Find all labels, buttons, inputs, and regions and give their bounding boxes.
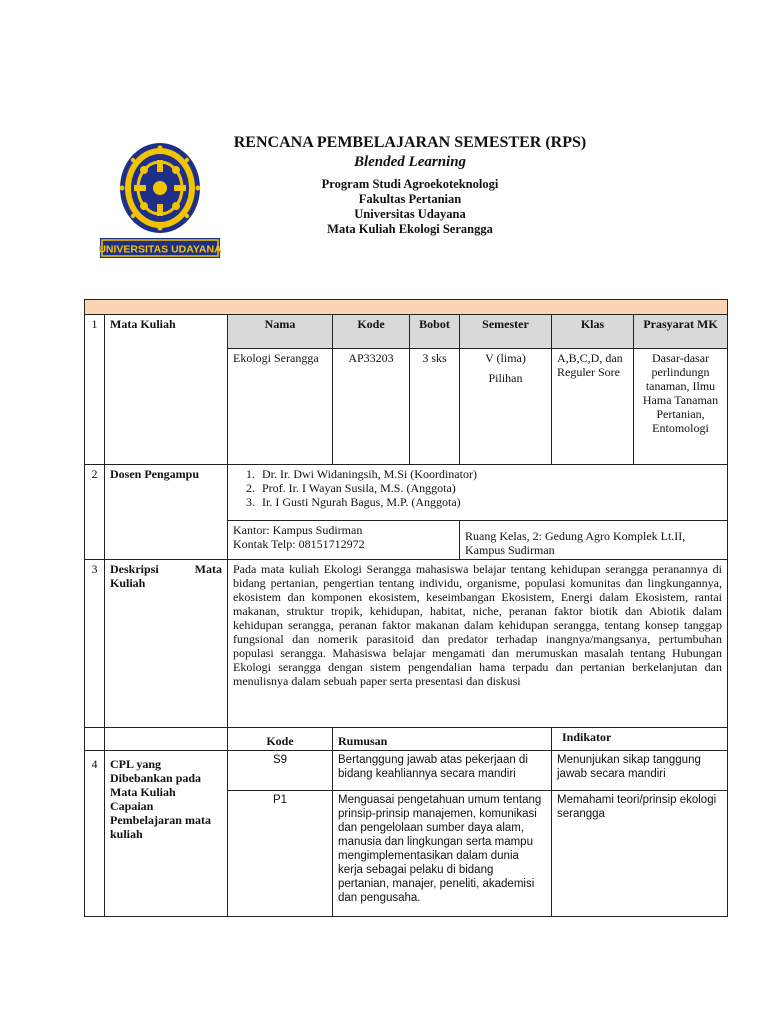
row-label-deskripsi: Deskripsi Mata Kuliah <box>105 560 228 728</box>
row-number: 3 <box>85 560 105 728</box>
document-subtitle: Blended Learning <box>353 154 467 170</box>
header-band <box>85 300 728 315</box>
office-contact-cell <box>228 521 460 560</box>
cpl-indicator: Memahami teori/prinsip ekologi serangga <box>552 791 728 917</box>
lecturer-list-cell <box>228 465 728 521</box>
row-label-mata-kuliah: Mata Kuliah <box>105 315 228 465</box>
rps-table <box>84 299 728 917</box>
row-number: 4 <box>85 751 105 917</box>
col-header-kode: Kode <box>333 315 410 349</box>
course-classes: A,B,C,D, dan Reguler Sore <box>552 349 634 465</box>
course-semester <box>460 349 552 465</box>
office-location: Kantor: Kampus Sudirman <box>233 523 363 537</box>
row-label-cpl: CPL yang Dibebankan pada Mata Kuliah Capaian Pembelajaran mata kuliah <box>105 751 228 917</box>
lecturer-item: 2. Prof. Ir. I Wayan Susila, M.S. (Anggota) <box>258 481 722 495</box>
col-header-rumusan: Rumusan <box>333 728 552 751</box>
semester-value: V (lima) <box>485 351 526 365</box>
col-header-indikator: Indikator <box>552 728 728 751</box>
course-line: Mata Kuliah Ekologi Serangga <box>327 222 493 236</box>
semester-note: Pilihan <box>488 371 523 385</box>
col-header-prasyarat: Prasyarat MK <box>634 315 728 349</box>
col-header-kode-cpl: Kode <box>228 728 333 751</box>
course-name: Ekologi Serangga <box>228 349 333 465</box>
document-title: RENCANA PEMBELAJARAN SEMESTER (RPS) <box>233 134 587 151</box>
col-header-klas: Klas <box>552 315 634 349</box>
faculty-name: Fakultas Pertanian <box>358 192 462 206</box>
col-header-nama: Nama <box>228 315 333 349</box>
logo-text: UNIVERSITAS UDAYANA <box>98 243 222 256</box>
cpl-indicator: Menunjukan sikap tanggung jawab secara mandiri <box>552 751 728 791</box>
row-number: 2 <box>85 465 105 560</box>
university-name: Universitas Udayana <box>354 207 466 221</box>
lecturer-item: 3. Ir. I Gusti Ngurah Bagus, M.P. (Anggota) <box>258 495 722 509</box>
row-label-dosen: Dosen Pengampu <box>105 465 228 560</box>
row-number: 1 <box>85 315 105 465</box>
col-header-semester: Semester <box>460 315 552 349</box>
course-code: AP33203 <box>333 349 410 465</box>
lecturer-item: 1. Dr. Ir. Dwi Widaningsih, M.Si (Koordinator) <box>258 467 722 481</box>
col-header-bobot: Bobot <box>410 315 460 349</box>
classroom-location: Ruang Kelas, 2: Gedung Agro Komplek Lt.II, Kampus Sudirman <box>460 521 728 560</box>
lecturer-list <box>233 467 722 509</box>
cpl-statement: Bertanggung jawab atas pekerjaan di bidang keahliannya secara mandiri <box>333 751 552 791</box>
cpl-code: P1 <box>228 791 333 917</box>
course-credits: 3 sks <box>410 349 460 465</box>
program-name: Program Studi Agroekoteknologi <box>321 177 499 191</box>
cpl-code: S9 <box>228 751 333 791</box>
course-prerequisites: Dasar-dasar perlindungn tanaman, Ilmu Hama Tanaman Pertanian, Entomologi <box>634 349 728 465</box>
course-description: Pada mata kuliah Ekologi Serangga mahasiswa belajar tentang kehidupan serangga peranannya di bidang pertanian, pengertian tentang individu, organisme, populasi komunitas dan lingkungannya, ekosistem dan komponen ekosistem, keseimbangan Ekosistem, Energi dalam Ekosistem, rantai makanan, struktur tropik, kehidupan, habitat, niche, peranan faktor biotik dan Abiotik dalam kehidupan serangga, peranan faktor makanan dalam kehidupan serangga, tentang konsep tanggap fungsional dan nomerik parasitoid dan predator terhadap inangnya/mangsanya, pertumbuhan populasi serangga. Mahasiswa belajar mengamati dan merumuskan masalah tentang Hubungan Ekologi serangga dengan sistem pengendalian hama terpadu dan pertanian berkelanjutan dan menulisnya dalam sebuah paper serta presentasi dan diskusi <box>228 560 728 728</box>
cpl-statement: Menguasai pengetahuan umum tentang prinsip-prinsip manajemen, komunikasi dan pengelolaan sumber daya alam, manusia dan lingkungan serta mampu mengimplementasikan dalam dunia kerja sebagai pelaku di bidang pertanian, manajer, peneliti, akademisi dan pengusaha. <box>333 791 552 917</box>
contact-phone: Kontak Telp: 08151712972 <box>233 537 365 551</box>
